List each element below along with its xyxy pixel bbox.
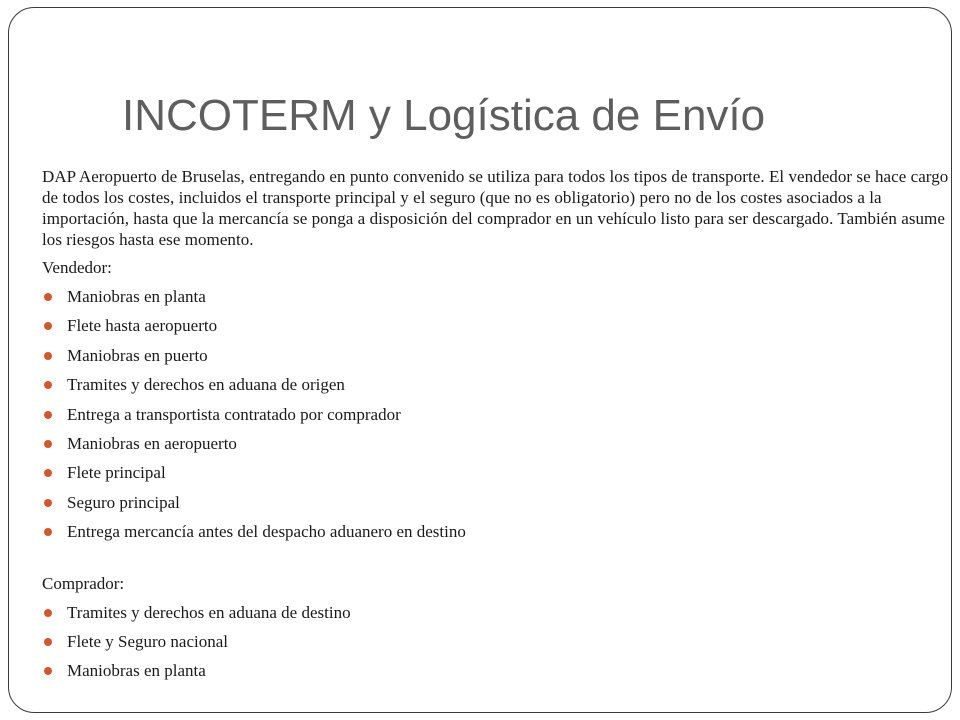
slide-body — [42, 166, 952, 690]
bullet-dot-icon — [44, 469, 52, 477]
list-item — [42, 660, 952, 689]
bullet-dot-icon — [44, 440, 52, 448]
list-item-text: Flete principal — [67, 463, 166, 483]
list-item-text: Entrega mercancía antes del despacho aduanero en destino — [67, 522, 466, 542]
list-item — [42, 374, 952, 403]
list-item-text: Entrega a transportista contratado por comprador — [67, 404, 401, 424]
slide-frame — [8, 7, 952, 713]
list-item — [42, 315, 952, 344]
bullet-dot-icon — [44, 352, 52, 360]
list-item-text: Flete hasta aeropuerto — [67, 316, 218, 336]
list-item — [42, 602, 952, 631]
bullet-dot-icon — [44, 638, 52, 646]
bullet-dot-icon — [44, 528, 52, 536]
vendor-heading: Vendedor: — [42, 258, 112, 277]
list-item — [42, 631, 952, 660]
list-item-text: Maniobras en planta — [67, 661, 206, 681]
list-item — [42, 404, 952, 433]
list-item — [42, 286, 952, 315]
bullet-dot-icon — [44, 293, 52, 301]
bullet-dot-icon — [44, 322, 52, 330]
list-item-text: Maniobras en puerto — [67, 345, 208, 365]
list-item — [42, 345, 952, 374]
list-item-text: Flete y Seguro nacional — [67, 631, 228, 651]
list-item — [42, 521, 952, 550]
bullet-dot-icon — [44, 609, 52, 617]
slide-title: INCOTERM y Logística de Envío — [122, 91, 766, 140]
buyer-heading: Comprador: — [42, 573, 125, 593]
bullet-dot-icon — [44, 381, 52, 389]
bullet-dot-icon — [44, 667, 52, 675]
list-item-text: Seguro principal — [67, 492, 180, 512]
list-item-text: Maniobras en planta — [67, 287, 206, 306]
bullet-dot-icon — [44, 411, 52, 419]
list-item-text: Tramites y derechos en aduana de origen — [67, 375, 345, 395]
list-item — [42, 433, 952, 462]
list-item-text: Tramites y derechos en aduana de destino — [67, 602, 351, 622]
bullet-dot-icon — [44, 499, 52, 507]
list-item-text: Maniobras en aeropuerto — [67, 433, 237, 453]
buyer-list — [42, 602, 952, 690]
vendor-list — [42, 286, 952, 551]
list-item — [42, 462, 952, 491]
intro-paragraph: DAP Aeropuerto de Bruselas, entregando en punto convenido se utiliza para todos los tipos de transporte. El vendedor se hace cargo de todos los costes, incluidos el transporte principal y el seguro (que no es obligatorio) pero no de los costes asociados a la importación, hasta que la mercancía se ponga a disposición del comprador en un vehículo listo para ser descargado. También asume los riesgos hasta ese momento. — [42, 167, 949, 249]
list-item — [42, 492, 952, 521]
